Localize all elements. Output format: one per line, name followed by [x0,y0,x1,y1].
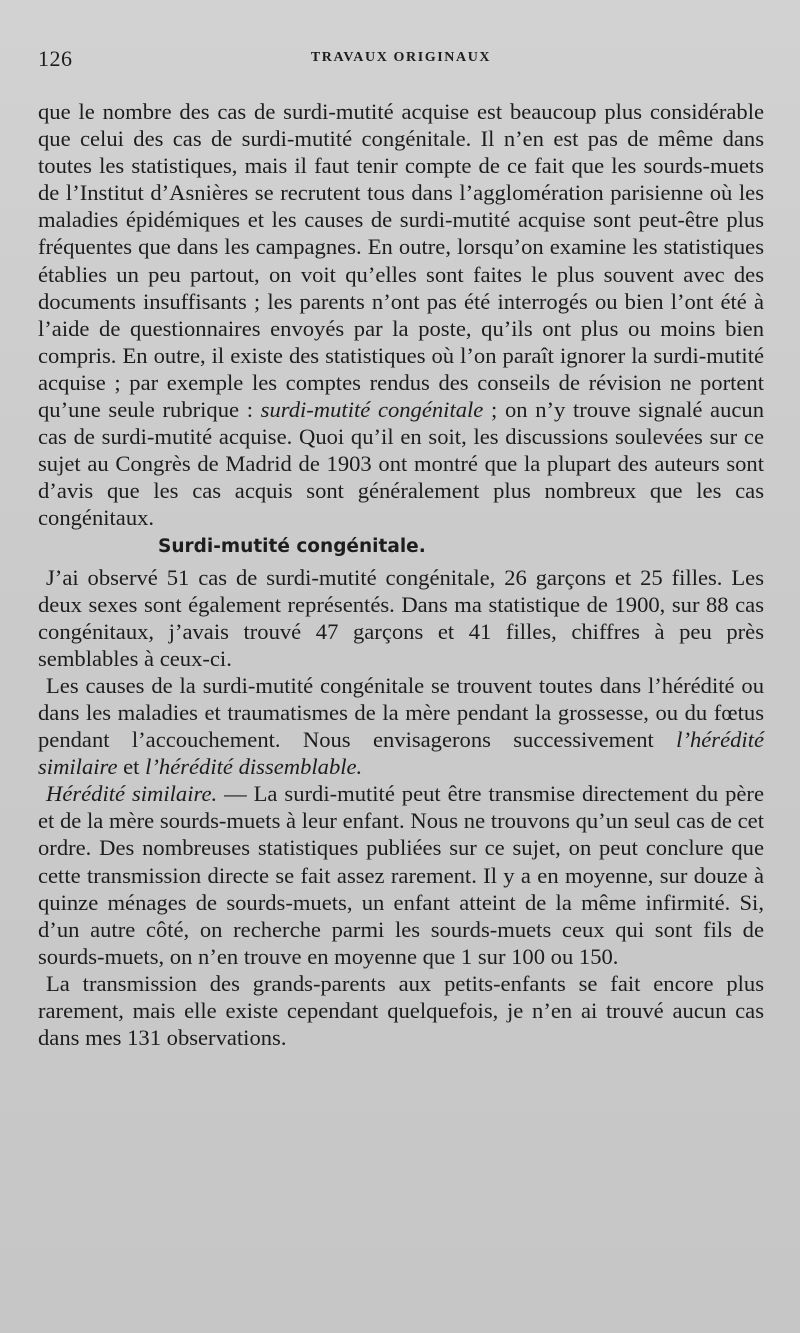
paragraph [38,780,764,970]
text-run: La transmission des grands-parents aux petits-enfants se fait encore plus rarement, mais elle existe cependant quelquefois, je n’en ai trouvé aucun cas dans mes 131 observations. [38,970,764,1051]
text-run: J’ai observé 51 cas de surdi-mutité congénitale, 26 garçons et 25 filles. Les deux sexes sont également représentés. Dans ma statistique de 1900, sur 88 cas congénitaux, j’avais trouvé 47 garçons et 41 filles, chiffres à peu près semblables à ceux-ci. [38,564,764,671]
paragraph [38,98,764,532]
text-run: que le nombre des cas de surdi-mutité acquise est beaucoup plus considérable que celui des cas de surdi-mutité congénitale. Il n’en est pas de même dans toutes les statistiques, mais il faut tenir compte de ce fait que les sourds-muets de l’Institut d’Asnières se recrutent tous dans l’agglomération parisienne où les maladies épidémiques et les causes de surdi-mutité acquise sont peut-être plus fréquentes que dans les campagnes. En outre, lorsqu’on examine les statistiques établies un peu partout, on voit qu’elles sont faites le plus souvent avec des documents insuffisants ; les parents n’ont pas été interrogés ou bien l’ont été à l’aide de questionnaires envoyés par la poste, qu’ils ont plus ou moins bien compris. En outre, il existe des statistiques où l’on paraît ignorer la surdi-mutité acquise ; par exemple les comptes rendus des conseils de révision ne portent qu’une seule rubrique : [38,99,764,423]
text-run: — La surdi-mutité peut être transmise directement du père et de la mère sourds-muets à leur enfant. Nous ne trouvons qu’un seul cas de cet ordre. Des nombreuses statistiques publiées sur ce sujet, on peut conclure que cette transmission directe se fait assez rarement. Il y a en moyenne, sur douze à quinze ménages de sourds-muets, un enfant atteint de la même infirmité. Si, d’un autre côté, on recherche parmi les sourds-muets ceux qui sont fils de sourds-muets, on n’en trouve en moyenne que 1 sur 100 ou 150. [38,781,764,969]
paragraph [38,970,764,1051]
italic-run: Hérédité similaire. [46,781,218,807]
italic-run: l’hérédité dissemblable. [145,754,363,780]
body-text [38,98,764,1051]
text-run: et [117,754,146,780]
italic-run: l’hérédité similaire [38,727,764,780]
running-head [38,42,764,78]
running-title: TRAVAUX ORIGINAUX [310,50,492,65]
paragraph [38,672,764,780]
text-run: Les causes de la surdi-mutité congénitale se trouvent toutes dans l’hérédité ou dans les maladies et traumatismes de la mère pendant la grossesse, ou du fœtus pendant l’accouchement. Nous envisagerons successivement [38,672,764,753]
text-run: ; on n’y trouve signalé aucun cas de surdi-mutité acquise. Quoi qu’il en soit, les discussions soulevées sur ce sujet au Congrès de Madrid de 1903 ont montré que la plupart des auteurs sont d’avis que les cas acquis sont généralement plus nombreux que les cas congénitaux. [38,397,764,531]
paragraph [38,564,764,672]
page-number: 126 [38,46,73,71]
section-heading: Surdi-mutité congénitale. [158,535,426,557]
italic-run: surdi-mutité congénitale [260,397,484,423]
